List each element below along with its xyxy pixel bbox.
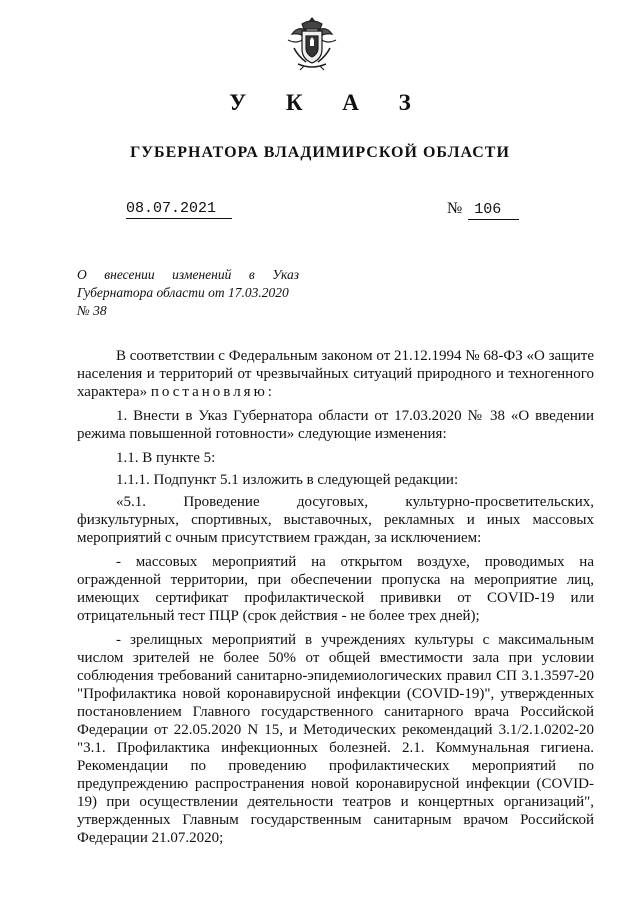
- document-number-block: [447, 200, 519, 218]
- subject-line-2: Губернатора области от 17.03.2020: [77, 285, 289, 300]
- subject-line-1: О внесении изменений в Указ: [77, 267, 299, 282]
- paragraph-preamble: [77, 347, 594, 401]
- document-body: [77, 347, 594, 853]
- paragraph-item-1-1: 1.1. В пункте 5:: [116, 450, 216, 466]
- document-date: 08.07.2021: [126, 200, 232, 219]
- preamble-text: В соответствии с Федеральным законом от 21.12.1994 № 68-ФЗ «О защите населения и территорий от чрезвычайных ситуаций природного и техногенного характера»: [77, 348, 594, 400]
- subject-line-3: № 38: [77, 303, 107, 318]
- document-title: У К А З: [229, 90, 428, 115]
- number-sign: №: [447, 200, 463, 217]
- decree-word: постановляю:: [150, 384, 275, 400]
- paragraph-exception-2: - зрелищных мероприятий в учреждениях культуры с максимальным числом зрителей не более 50% от общей вместимости зала при условии соблюдения требований санитарно-эпидемиологических правил СП 3.1.3597-20 "Профилактика новой коронавирусной инфекции (COVID-19)", утвержденных постановлением Главного государственного санитарного врача Российской Федерации от 22.05.2020 N 15, и Методических рекомендаций 3.1/2.1.0202-20 "3.1. Профилактика инфекционных болезней. 2.1. Коммунальная гигиена. Рекомендации по проведению профилактических мероприятий по предупреждению распространения новой коронавирусной инфекции (COVID-19) при осуществлении деятельности театров и концертных организаций", утвержденных Главным государственным санитарным врачом Российской Федерации 21.07.2020;: [77, 632, 594, 846]
- paragraph-item-1-1-1: 1.1.1. Подпункт 5.1 изложить в следующей редакции:: [116, 472, 459, 488]
- paragraph-exception-1: - массовых мероприятий на открытом воздухе, проводимых на огражденной территории, при обеспечении пропуска на мероприятие лиц, имеющих сертификат профилактической прививки от COVID-19 или отрицательный тест ПЦР (срок действия - не более трех дней);: [77, 554, 594, 624]
- document-number: 106: [468, 201, 519, 220]
- paragraph-item-1: 1. Внести в Указ Губернатора области от 17.03.2020 № 38 «О введении режима повышенной готовности» следующие изменения:: [77, 408, 594, 442]
- coat-of-arms-icon: [284, 14, 340, 72]
- paragraph-item-5-1: «5.1. Проведение досуговых, культурно-просветительских, физкультурных, спортивных, выставочных, рекламных и иных массовых мероприятий с очным присутствием граждан, за исключением:: [77, 494, 594, 546]
- document-subject: [77, 266, 299, 320]
- issuer-title: ГУБЕРНАТОРА ВЛАДИМИРСКОЙ ОБЛАСТИ: [130, 144, 510, 161]
